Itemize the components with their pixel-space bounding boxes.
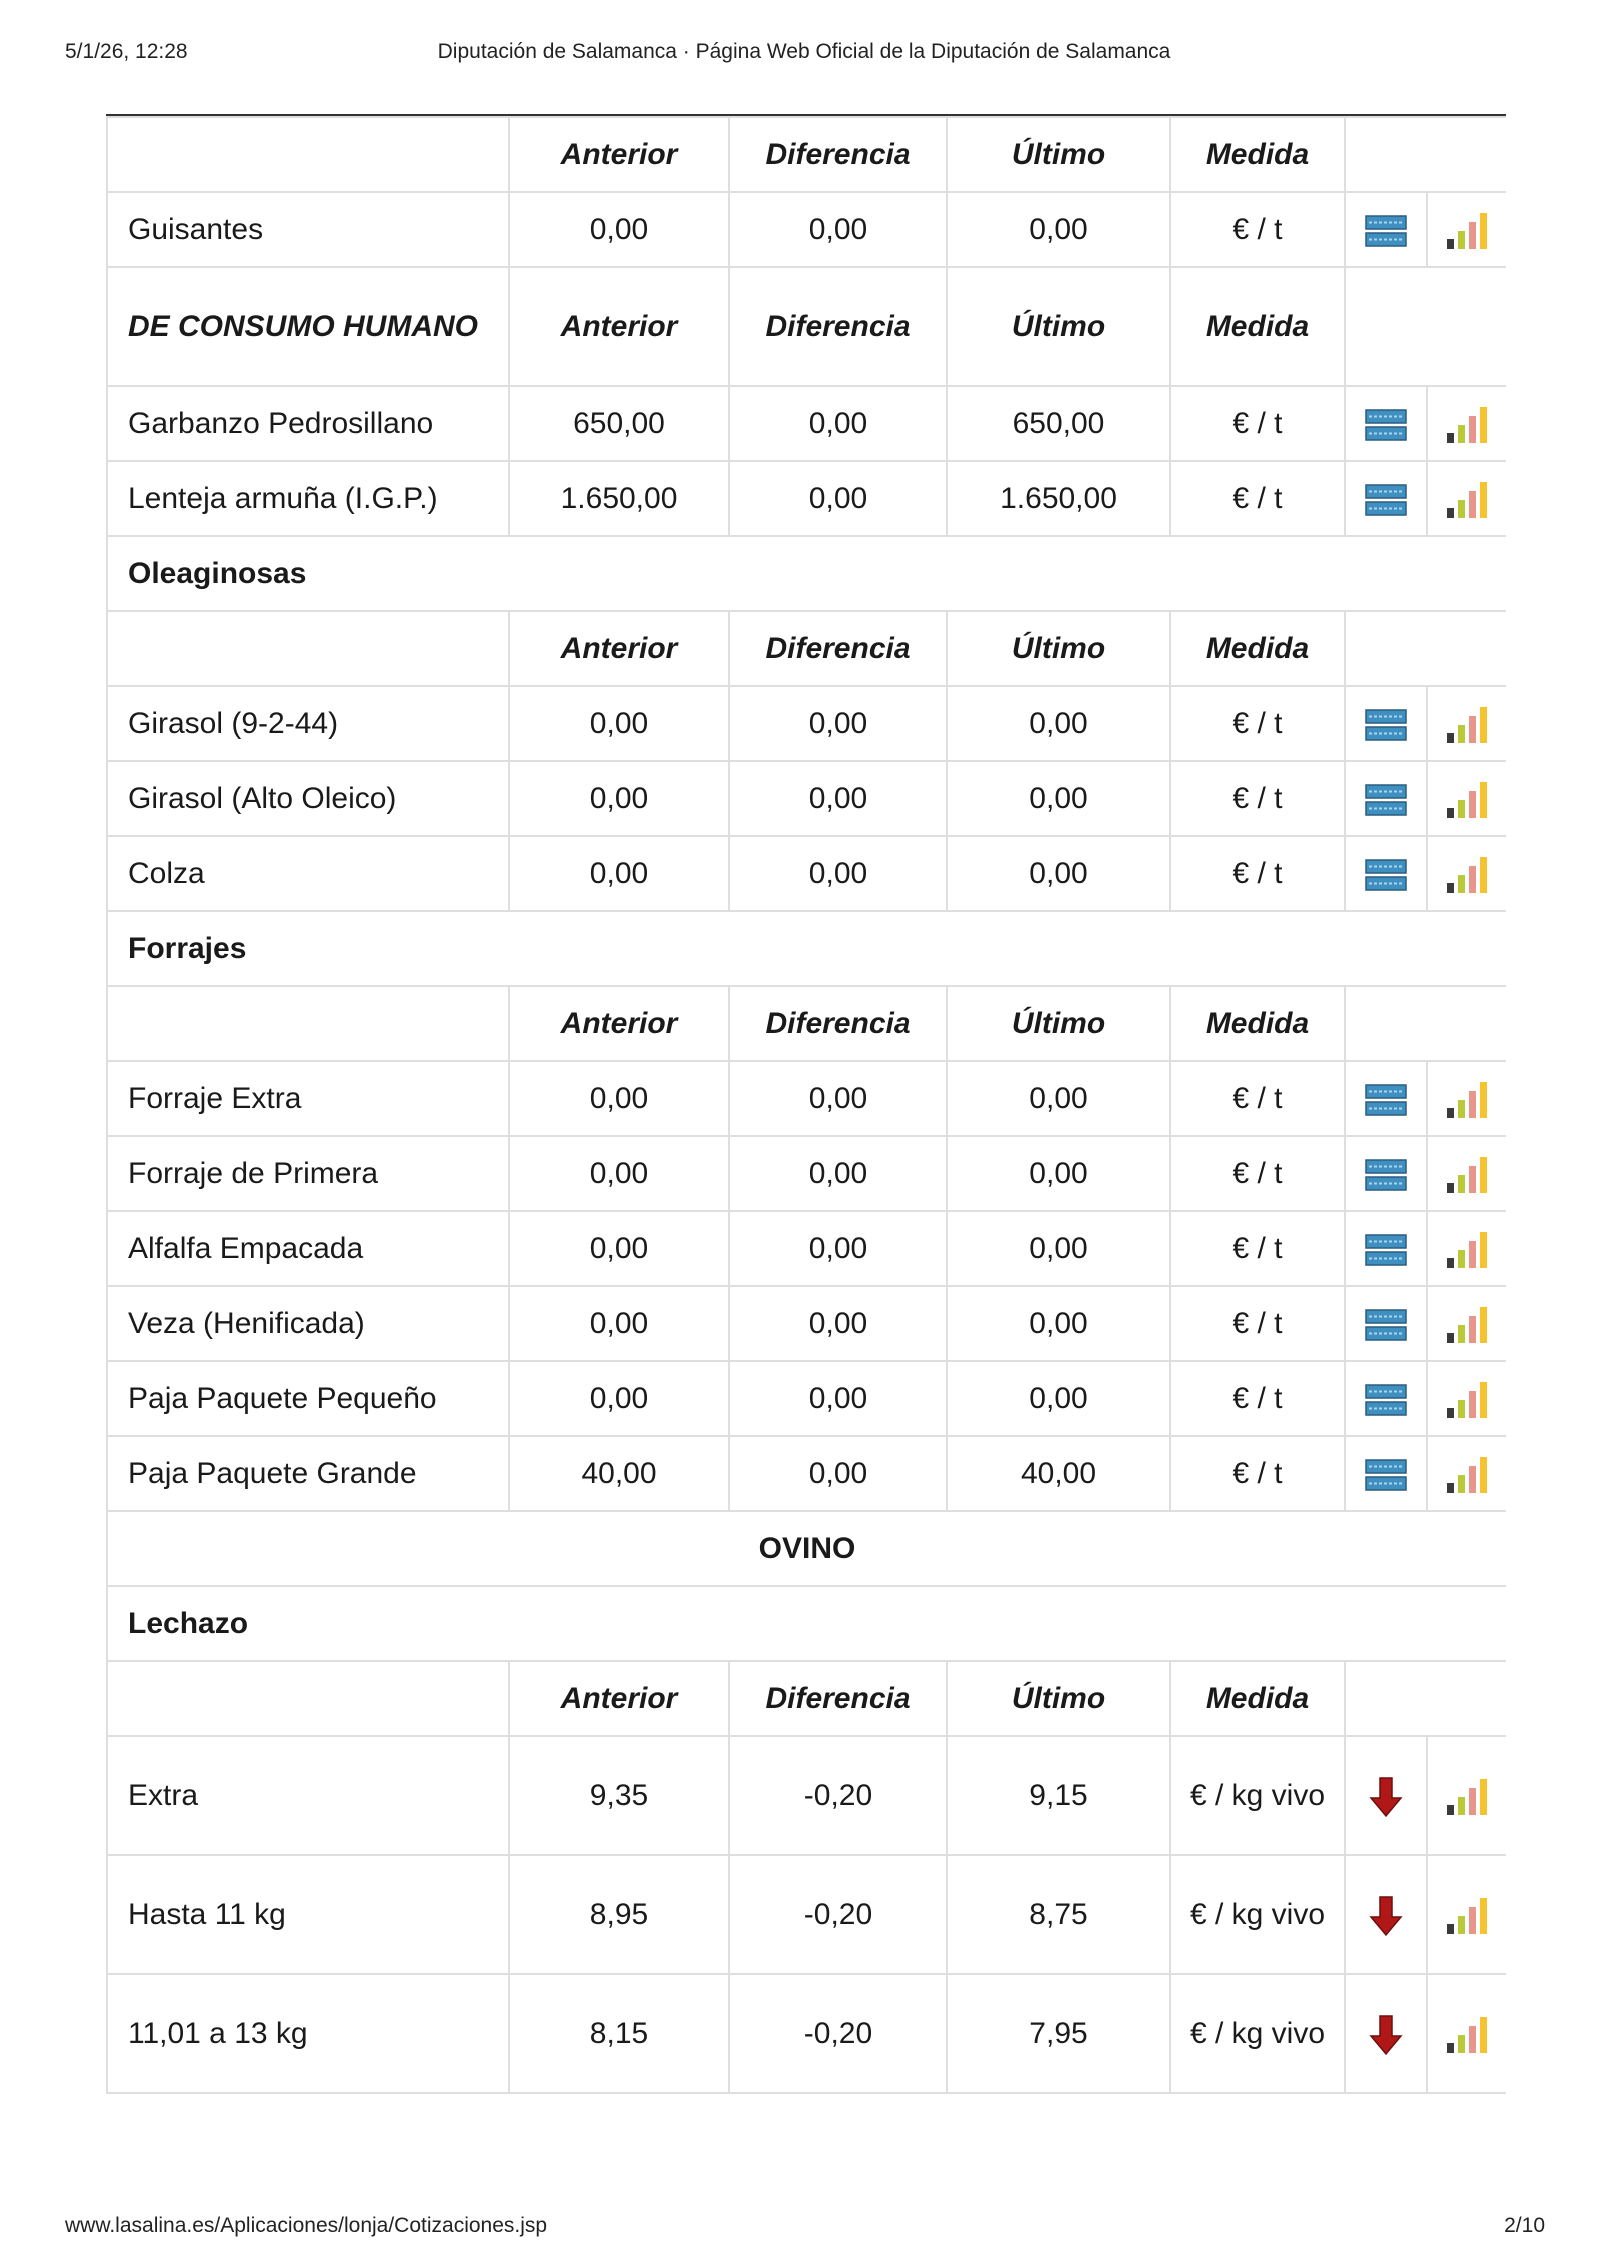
- chart-link-cell[interactable]: [1427, 1211, 1506, 1286]
- price-diferencia: 0,00: [729, 761, 947, 836]
- price-anterior: 0,00: [509, 1286, 729, 1361]
- price-ultimo: 40,00: [947, 1436, 1170, 1511]
- price-anterior: 8,15: [509, 1974, 729, 2093]
- trend-cell: [1345, 1736, 1427, 1855]
- table-row: [107, 461, 1506, 536]
- column-header-medida: Medida: [1170, 117, 1345, 192]
- column-header-diferencia: Diferencia: [729, 1661, 947, 1736]
- product-name: Girasol (Alto Oleico): [107, 761, 509, 836]
- bar-chart-icon[interactable]: [1445, 211, 1489, 251]
- price-diferencia: 0,00: [729, 1211, 947, 1286]
- table-row: [107, 386, 1506, 461]
- unit-medida: € / t: [1170, 686, 1345, 761]
- trend-cell: [1345, 1061, 1427, 1136]
- bar-chart-icon[interactable]: [1445, 780, 1489, 820]
- down-arrow-icon: [1369, 1776, 1403, 1818]
- equal-trend-icon: [1365, 483, 1407, 517]
- product-name: Extra: [107, 1736, 509, 1855]
- price-ultimo: 0,00: [947, 1136, 1170, 1211]
- bar-chart-icon[interactable]: [1445, 1896, 1489, 1936]
- bar-chart-icon[interactable]: [1445, 1080, 1489, 1120]
- trend-cell: [1345, 1855, 1427, 1974]
- price-anterior: 0,00: [509, 1061, 729, 1136]
- column-header-anterior: Anterior: [509, 267, 729, 386]
- price-ultimo: 0,00: [947, 1211, 1170, 1286]
- chart-link-cell[interactable]: [1427, 1361, 1506, 1436]
- price-diferencia: 0,00: [729, 1361, 947, 1436]
- equal-trend-icon: [1365, 708, 1407, 742]
- column-header-anterior: Anterior: [509, 986, 729, 1061]
- trend-cell: [1345, 1436, 1427, 1511]
- unit-medida: € / t: [1170, 1436, 1345, 1511]
- bar-chart-icon[interactable]: [1445, 1380, 1489, 1420]
- product-name: Hasta 11 kg: [107, 1855, 509, 1974]
- unit-medida: € / t: [1170, 386, 1345, 461]
- column-header-medida: Medida: [1170, 1661, 1345, 1736]
- bar-chart-icon[interactable]: [1445, 405, 1489, 445]
- price-table-container: [106, 114, 1506, 2158]
- equal-trend-icon: [1365, 1458, 1407, 1492]
- trend-cell: [1345, 686, 1427, 761]
- column-header-row: [107, 611, 1506, 686]
- column-header-row: [107, 267, 1506, 386]
- product-name: Paja Paquete Pequeño: [107, 1361, 509, 1436]
- trend-cell: [1345, 1211, 1427, 1286]
- section-row: [107, 1586, 1506, 1661]
- equal-trend-icon: [1365, 1158, 1407, 1192]
- product-name: Forraje Extra: [107, 1061, 509, 1136]
- down-arrow-icon: [1369, 2014, 1403, 2056]
- equal-trend-icon: [1365, 1383, 1407, 1417]
- chart-link-cell[interactable]: [1427, 1855, 1506, 1974]
- bar-chart-icon[interactable]: [1445, 1455, 1489, 1495]
- header-icon-spacer: [1345, 117, 1506, 192]
- unit-medida: € / t: [1170, 1136, 1345, 1211]
- price-diferencia: 0,00: [729, 1436, 947, 1511]
- print-url: www.lasalina.es/Aplicaciones/lonja/Cotizaciones.jsp: [65, 2214, 548, 2237]
- product-name: Lenteja armuña (I.G.P.): [107, 461, 509, 536]
- table-row: [107, 1136, 1506, 1211]
- chart-link-cell[interactable]: [1427, 761, 1506, 836]
- chart-link-cell[interactable]: [1427, 461, 1506, 536]
- product-name: 11,01 a 13 kg: [107, 1974, 509, 2093]
- header-icon-spacer: [1345, 1661, 1506, 1736]
- price-anterior: 0,00: [509, 761, 729, 836]
- price-ultimo: 1.650,00: [947, 461, 1170, 536]
- price-diferencia: 0,00: [729, 192, 947, 267]
- column-header-ultimo: Último: [947, 1661, 1170, 1736]
- section-title: Lechazo: [107, 1586, 1506, 1661]
- bar-chart-icon[interactable]: [1445, 1230, 1489, 1270]
- product-name: Paja Paquete Grande: [107, 1436, 509, 1511]
- section-title: Forrajes: [107, 911, 1506, 986]
- chart-link-cell[interactable]: [1427, 1974, 1506, 2093]
- unit-medida: € / t: [1170, 1211, 1345, 1286]
- column-header-ultimo: Último: [947, 117, 1170, 192]
- chart-link-cell[interactable]: [1427, 192, 1506, 267]
- product-name: Alfalfa Empacada: [107, 1211, 509, 1286]
- price-ultimo: 650,00: [947, 386, 1170, 461]
- price-ultimo: 0,00: [947, 686, 1170, 761]
- unit-medida: € / t: [1170, 1361, 1345, 1436]
- column-header-medida: Medida: [1170, 611, 1345, 686]
- trend-cell: [1345, 1286, 1427, 1361]
- equal-trend-icon: [1365, 408, 1407, 442]
- table-row: [107, 1855, 1506, 1974]
- equal-trend-icon: [1365, 214, 1407, 248]
- unit-medida: € / t: [1170, 192, 1345, 267]
- chart-link-cell[interactable]: [1427, 1286, 1506, 1361]
- price-diferencia: 0,00: [729, 461, 947, 536]
- table-row: [107, 686, 1506, 761]
- chart-link-cell[interactable]: [1427, 1436, 1506, 1511]
- table-row: [107, 761, 1506, 836]
- price-diferencia: 0,00: [729, 386, 947, 461]
- column-header-ultimo: Último: [947, 267, 1170, 386]
- unit-medida: € / t: [1170, 1061, 1345, 1136]
- product-name: Garbanzo Pedrosillano: [107, 386, 509, 461]
- product-name: Forraje de Primera: [107, 1136, 509, 1211]
- column-header-anterior: Anterior: [509, 117, 729, 192]
- price-diferencia: -0,20: [729, 1736, 947, 1855]
- column-header-diferencia: Diferencia: [729, 986, 947, 1061]
- bar-chart-icon[interactable]: [1445, 855, 1489, 895]
- trend-cell: [1345, 192, 1427, 267]
- table-row: [107, 1436, 1506, 1511]
- price-ultimo: 0,00: [947, 1361, 1170, 1436]
- column-header-row: [107, 1661, 1506, 1736]
- price-anterior: 0,00: [509, 836, 729, 911]
- equal-trend-icon: [1365, 1083, 1407, 1117]
- down-arrow-icon: [1369, 1895, 1403, 1937]
- chart-link-cell[interactable]: [1427, 1136, 1506, 1211]
- product-name: Guisantes: [107, 192, 509, 267]
- trend-cell: [1345, 461, 1427, 536]
- unit-medida: € / kg vivo: [1170, 1736, 1345, 1855]
- price-ultimo: 0,00: [947, 836, 1170, 911]
- unit-medida: € / kg vivo: [1170, 1855, 1345, 1974]
- bar-chart-icon[interactable]: [1445, 1155, 1489, 1195]
- trend-cell: [1345, 761, 1427, 836]
- column-header-diferencia: Diferencia: [729, 611, 947, 686]
- unit-medida: € / t: [1170, 761, 1345, 836]
- price-ultimo: 0,00: [947, 761, 1170, 836]
- price-diferencia: 0,00: [729, 686, 947, 761]
- chart-link-cell[interactable]: [1427, 386, 1506, 461]
- price-anterior: 40,00: [509, 1436, 729, 1511]
- group-title: [107, 1661, 509, 1736]
- print-page-number: 2/10: [1504, 2214, 1545, 2237]
- header-icon-spacer: [1345, 986, 1506, 1061]
- group-title: [107, 117, 509, 192]
- table-row: [107, 1736, 1506, 1855]
- price-ultimo: 0,00: [947, 1286, 1170, 1361]
- section-title: Oleaginosas: [107, 536, 1506, 611]
- product-name: Girasol (9-2-44): [107, 686, 509, 761]
- price-ultimo: 7,95: [947, 1974, 1170, 2093]
- price-diferencia: 0,00: [729, 1061, 947, 1136]
- category-title-row: [107, 1511, 1506, 1586]
- trend-cell: [1345, 1974, 1427, 2093]
- price-ultimo: 0,00: [947, 1061, 1170, 1136]
- table-row: [107, 192, 1506, 267]
- bar-chart-icon[interactable]: [1445, 705, 1489, 745]
- unit-medida: € / t: [1170, 1286, 1345, 1361]
- bar-chart-icon[interactable]: [1445, 480, 1489, 520]
- column-header-diferencia: Diferencia: [729, 117, 947, 192]
- trend-cell: [1345, 1136, 1427, 1211]
- column-header-medida: Medida: [1170, 267, 1345, 386]
- column-header-row: [107, 986, 1506, 1061]
- price-diferencia: 0,00: [729, 1286, 947, 1361]
- product-name: Colza: [107, 836, 509, 911]
- price-anterior: 0,00: [509, 192, 729, 267]
- print-footer: [0, 2214, 1600, 2244]
- price-ultimo: 9,15: [947, 1736, 1170, 1855]
- table-row: [107, 1974, 1506, 2093]
- column-header-diferencia: Diferencia: [729, 267, 947, 386]
- price-diferencia: 0,00: [729, 1136, 947, 1211]
- table-row: [107, 1061, 1506, 1136]
- equal-trend-icon: [1365, 1308, 1407, 1342]
- price-anterior: 0,00: [509, 1211, 729, 1286]
- price-anterior: 8,95: [509, 1855, 729, 1974]
- table-row: [107, 1211, 1506, 1286]
- price-anterior: 1.650,00: [509, 461, 729, 536]
- chart-link-cell[interactable]: [1427, 686, 1506, 761]
- price-anterior: 9,35: [509, 1736, 729, 1855]
- column-header-anterior: Anterior: [509, 611, 729, 686]
- chart-link-cell[interactable]: [1427, 836, 1506, 911]
- unit-medida: € / t: [1170, 836, 1345, 911]
- price-anterior: 0,00: [509, 686, 729, 761]
- product-name: Veza (Henificada): [107, 1286, 509, 1361]
- equal-trend-icon: [1365, 783, 1407, 817]
- chart-link-cell[interactable]: [1427, 1736, 1506, 1855]
- group-title: [107, 986, 509, 1061]
- column-header-anterior: Anterior: [509, 1661, 729, 1736]
- print-header: [0, 40, 1600, 70]
- price-diferencia: 0,00: [729, 836, 947, 911]
- equal-trend-icon: [1365, 1233, 1407, 1267]
- chart-link-cell[interactable]: [1427, 1061, 1506, 1136]
- trend-cell: [1345, 386, 1427, 461]
- column-header-ultimo: Último: [947, 986, 1170, 1061]
- trend-cell: [1345, 836, 1427, 911]
- category-title: OVINO: [107, 1511, 1506, 1586]
- header-icon-spacer: [1345, 611, 1506, 686]
- price-diferencia: -0,20: [729, 1974, 947, 2093]
- column-header-medida: Medida: [1170, 986, 1345, 1061]
- unit-medida: € / t: [1170, 461, 1345, 536]
- bar-chart-icon[interactable]: [1445, 1305, 1489, 1345]
- header-icon-spacer: [1345, 267, 1506, 386]
- price-ultimo: 0,00: [947, 192, 1170, 267]
- price-anterior: 0,00: [509, 1136, 729, 1211]
- section-row: [107, 536, 1506, 611]
- bar-chart-icon[interactable]: [1445, 1777, 1489, 1817]
- table-row: [107, 1286, 1506, 1361]
- section-row: [107, 911, 1506, 986]
- price-anterior: 0,00: [509, 1361, 729, 1436]
- price-table: [106, 116, 1506, 2094]
- price-diferencia: -0,20: [729, 1855, 947, 1974]
- table-row: [107, 836, 1506, 911]
- price-ultimo: 8,75: [947, 1855, 1170, 1974]
- bar-chart-icon[interactable]: [1445, 2015, 1489, 2055]
- print-datetime: 5/1/26, 12:28: [65, 40, 188, 63]
- trend-cell: [1345, 1361, 1427, 1436]
- price-anterior: 650,00: [509, 386, 729, 461]
- column-header-ultimo: Último: [947, 611, 1170, 686]
- print-page-title: Diputación de Salamanca · Página Web Oficial de la Diputación de Salamanca: [437, 40, 1171, 63]
- column-header-row: [107, 117, 1506, 192]
- group-title: [107, 611, 509, 686]
- unit-medida: € / kg vivo: [1170, 1974, 1345, 2093]
- group-title: DE CONSUMO HUMANO: [107, 267, 509, 386]
- table-row: [107, 1361, 1506, 1436]
- equal-trend-icon: [1365, 858, 1407, 892]
